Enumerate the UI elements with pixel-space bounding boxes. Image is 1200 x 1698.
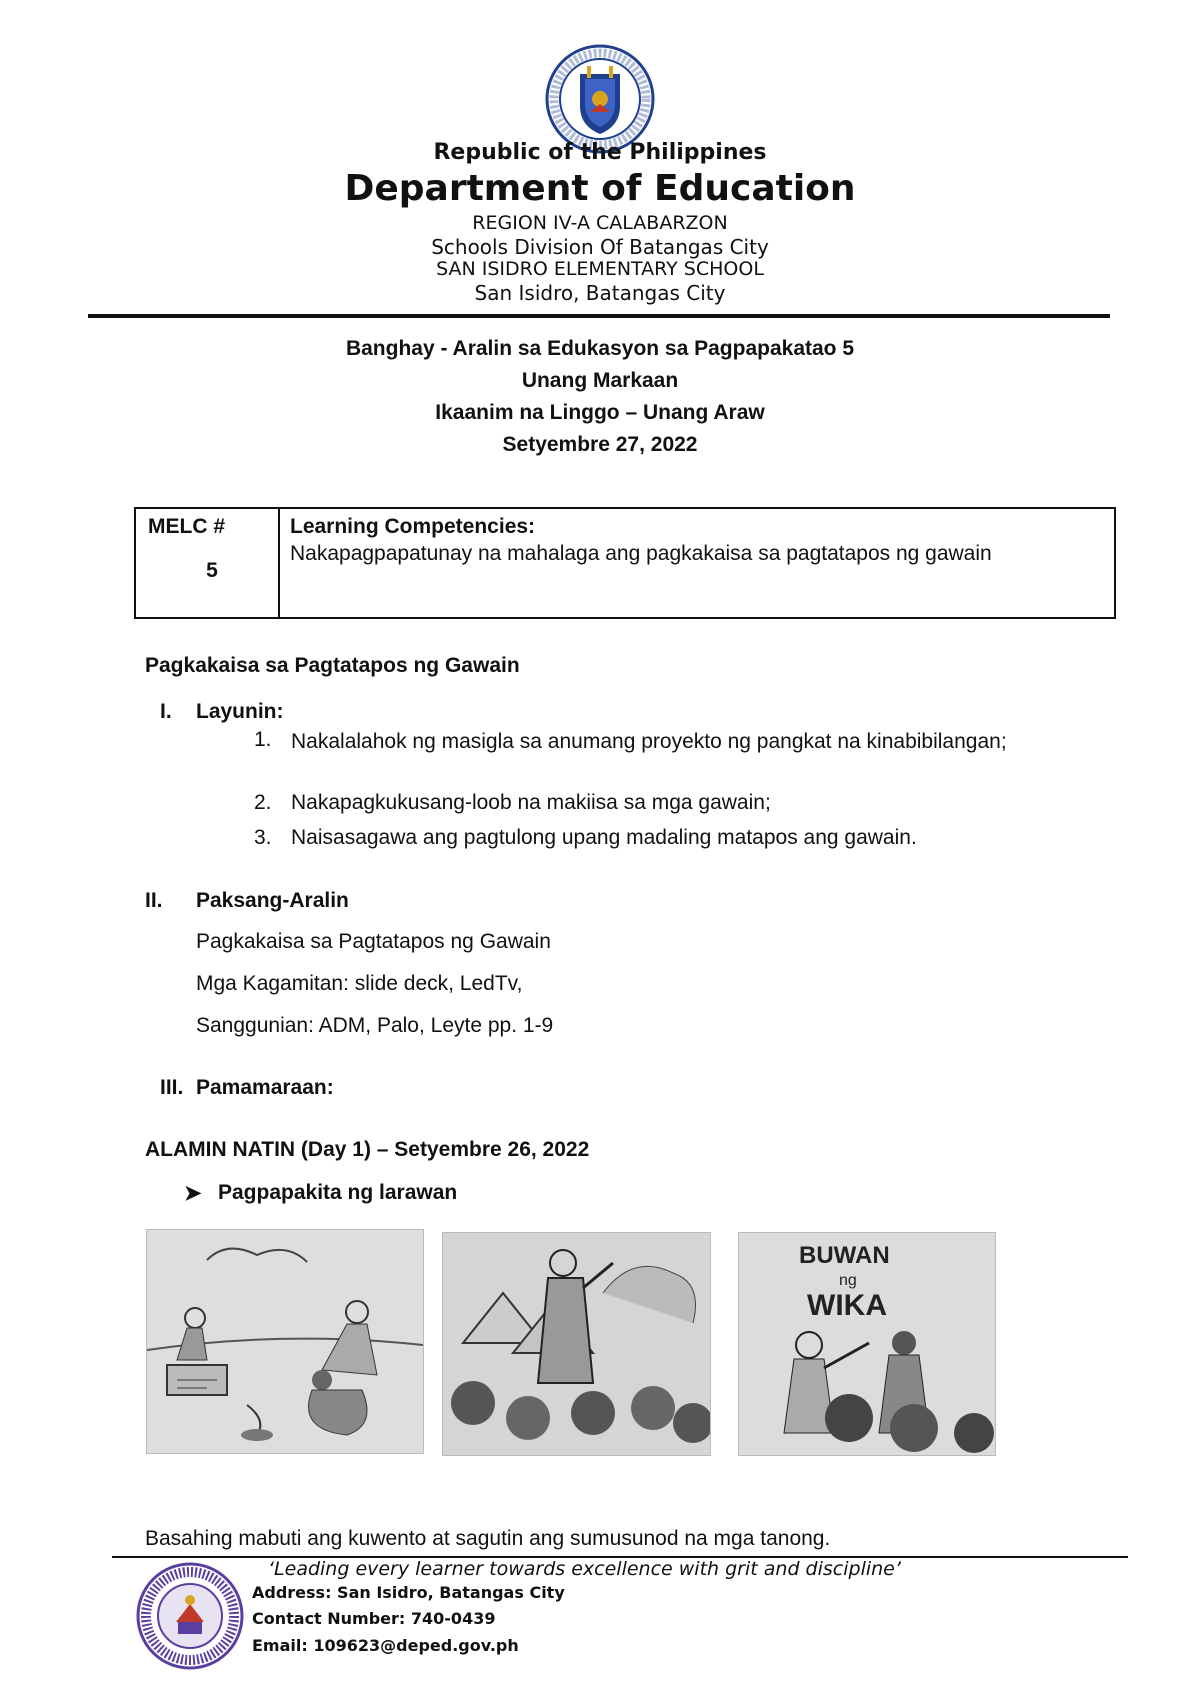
department-title: Department of Education — [344, 168, 856, 209]
objective-1-number: 1. — [254, 728, 272, 751]
competency-cell — [279, 508, 1115, 618]
bullet-arrow-icon: ➤ — [184, 1182, 202, 1205]
division-label: Schools Division Of Batangas City — [431, 235, 769, 259]
footer-email: Email: 109623@deped.gov.ph — [252, 1636, 519, 1655]
plan-date: Setyembre 27, 2022 — [502, 433, 698, 456]
section1-numeral: I. — [160, 700, 172, 723]
topic-heading: Pagkakaisa sa Pagtatapos ng Gawain — [145, 654, 520, 677]
instruction-text: Basahing mabuti ang kuwento at sagutin ang sumusunod na mga tanong. — [145, 1527, 831, 1550]
section3-numeral: III. — [160, 1076, 184, 1099]
section2-topic: Pagkakaisa sa Pagtatapos ng Gawain — [196, 930, 551, 953]
plan-quarter: Unang Markaan — [521, 369, 679, 392]
school-name: SAN ISIDRO ELEMENTARY SCHOOL — [436, 258, 764, 280]
plan-week: Ikaanim na Linggo – Unang Araw — [435, 401, 765, 424]
section1-title: Layunin: — [196, 700, 284, 723]
section2-materials: Mga Kagamitan: slide deck, LedTv, — [196, 972, 523, 995]
bullet-text: Pagpapakita ng larawan — [218, 1181, 458, 1204]
objective-1-text: Nakalalahok ng masigla sa anumang proyekto ng pangkat na kinabibilangan; — [291, 730, 1007, 753]
footer-contact: Contact Number: 740-0439 — [252, 1609, 496, 1628]
objective-3-text: Naisasagawa ang pagtulong upang madaling matapos ang gawain. — [291, 826, 917, 849]
republic-label: Republic of the Philippines — [433, 140, 767, 165]
footer-address: Address: San Isidro, Batangas City — [252, 1583, 565, 1602]
picture-gardening — [146, 1229, 424, 1454]
region-label: REGION IV-A CALABARZON — [472, 212, 728, 234]
alamin-heading: ALAMIN NATIN (Day 1) – Setyembre 26, 2022 — [145, 1138, 590, 1161]
picture-text-buwan: BUWAN — [799, 1242, 890, 1269]
section2-numeral: II. — [145, 889, 163, 912]
section2-references: Sanggunian: ADM, Palo, Leyte pp. 1-9 — [196, 1014, 554, 1037]
deped-seal-logo — [545, 44, 655, 154]
melc-cell — [135, 508, 279, 618]
competency-label: Learning Competencies: — [290, 515, 536, 538]
footer-motto: ‘Leading every learner towards excellence with grit and discipline’ — [268, 1558, 901, 1580]
picture-buwan-ng-wika — [738, 1232, 996, 1456]
melc-number: 5 — [206, 559, 218, 582]
melc-label: MELC # — [148, 515, 226, 538]
picture-text-ng: ng — [839, 1272, 857, 1289]
objective-3-number: 3. — [254, 826, 272, 849]
melc-table — [134, 507, 1116, 619]
header-divider — [88, 314, 1110, 318]
school-seal-logo — [136, 1562, 244, 1670]
plan-title: Banghay - Aralin sa Edukasyon sa Pagpapakatao 5 — [345, 337, 855, 360]
section3-title: Pamamaraan: — [196, 1076, 334, 1099]
section2-title: Paksang-Aralin — [196, 889, 349, 912]
competency-text: Nakapagpapatunay na mahalaga ang pagkakaisa sa pagtatapos ng gawain — [290, 542, 992, 565]
picture-text-wika: WIKA — [807, 1289, 887, 1322]
objective-2-number: 2. — [254, 791, 272, 814]
picture-scouts — [442, 1232, 711, 1456]
school-location: San Isidro, Batangas City — [474, 281, 726, 305]
objective-2-text: Nakapagkukusang-loob na makiisa sa mga gawain; — [291, 791, 771, 814]
